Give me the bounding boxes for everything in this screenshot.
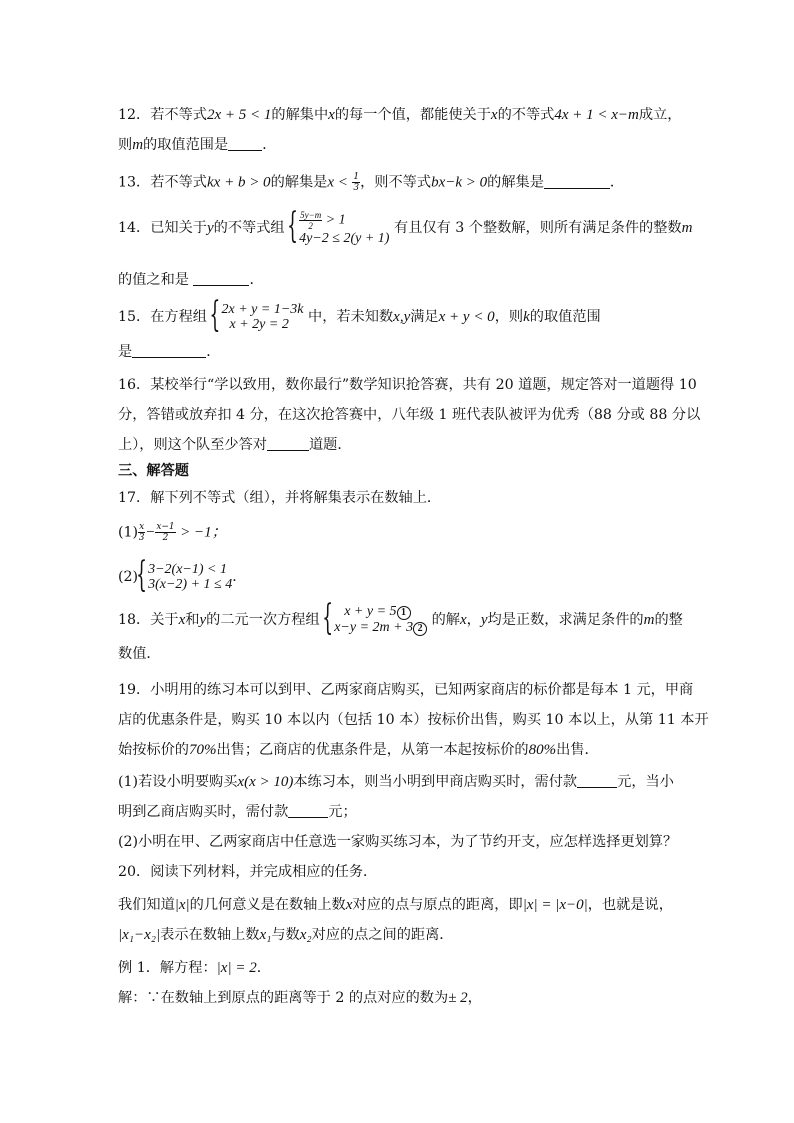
q19-text: (1)若设小明要购买 bbox=[118, 774, 238, 790]
q12-text: 则 bbox=[118, 137, 133, 153]
question-15-line-1 bbox=[118, 302, 601, 332]
q20-math: x₁ bbox=[259, 927, 272, 943]
q18-text: 的解 bbox=[431, 612, 460, 628]
q15-text: 的取值范围 bbox=[529, 309, 601, 325]
fraction-denominator: 3 bbox=[138, 533, 145, 543]
answer-blank[interactable] bbox=[288, 803, 328, 818]
q18-math: x bbox=[178, 612, 186, 628]
q20-text: 解：∵在数轴上到原点的距离等于 2 的点对应的数为 bbox=[118, 990, 449, 1006]
answer-blank[interactable] bbox=[132, 343, 206, 358]
q12-text: 的每一个值，都能使关于 bbox=[334, 107, 491, 123]
q12-text: 成立， bbox=[638, 107, 682, 123]
q18-math: y bbox=[480, 612, 488, 628]
q20-text: 与数 bbox=[271, 927, 300, 943]
q15-math: x,y bbox=[393, 309, 411, 325]
q19-text: 元； bbox=[328, 804, 357, 820]
q20-text: ． bbox=[256, 960, 271, 976]
q12-math: x bbox=[490, 107, 498, 123]
q19-text: 本练习本，则当小明到甲商店购买时，需付款 bbox=[293, 774, 578, 790]
fraction-denominator: 2 bbox=[308, 221, 313, 231]
q15-math: k bbox=[523, 309, 530, 325]
question-19-line-2: 店的优惠条件是，购买 10 本以内（包括 10 本）按标价出售，购买 10 本以上，从第 11 本开 bbox=[118, 712, 709, 728]
question-19-part-2: (2)小明在甲、乙两家商店中任意选一家购买练习本，为了节约开支，应怎样选择更划算？ bbox=[118, 834, 678, 850]
question-17-title: 17．解下列不等式（组），并将解集表示在数轴上． bbox=[118, 490, 442, 506]
question-20-example-1 bbox=[118, 958, 271, 978]
q12-text: ． bbox=[262, 137, 277, 153]
question-17-part-1 bbox=[118, 522, 227, 543]
fraction-numerator: x−1 bbox=[156, 522, 175, 532]
q19-math: 70% bbox=[188, 742, 217, 758]
q18-text: 和 bbox=[185, 612, 200, 628]
question-19-line-1: 19．小明用的练习本可以到甲、乙两家商店购买，已知两家商店的标价都是每本 1 元，甲商 bbox=[118, 682, 694, 698]
system-row-2: x−y = 2m + 3 bbox=[334, 620, 414, 635]
fraction-numerator: 1 bbox=[353, 172, 360, 182]
question-20-line-2 bbox=[118, 925, 453, 945]
question-19-line-3 bbox=[118, 740, 599, 760]
q12-text: 的解集中 bbox=[271, 107, 329, 123]
question-15-line-2 bbox=[118, 342, 220, 362]
q13-math: x < bbox=[327, 174, 348, 191]
answer-blank[interactable] bbox=[193, 271, 249, 286]
fraction-denominator: 2 bbox=[162, 533, 169, 543]
q12-math: m bbox=[132, 137, 144, 153]
q20-text: 表示在数轴上数 bbox=[160, 927, 260, 943]
q12-text: 的取值范围是 bbox=[143, 137, 229, 153]
question-20-line-1 bbox=[118, 895, 673, 915]
q14-text: 14．已知关于 bbox=[118, 220, 207, 236]
question-20-title: 20．阅读下列材料，并完成相应的任务． bbox=[118, 864, 378, 880]
q18-text: 均是正数，求满足条件的 bbox=[487, 612, 644, 628]
fraction-numerator: { 5y−m bbox=[300, 210, 322, 220]
q18-text: 的二元一次方程组 bbox=[206, 612, 320, 628]
q15-text: 15．在方程组 bbox=[118, 309, 207, 325]
part-label: (1) bbox=[118, 524, 139, 541]
q13-text: 的解集是 bbox=[487, 174, 544, 191]
q18-math: y bbox=[199, 612, 207, 628]
q14-math: y bbox=[207, 220, 214, 236]
q13-text: 13．若不等式 bbox=[118, 174, 207, 191]
q20-text: 对应的点之间的距离． bbox=[311, 927, 454, 943]
q20-math: |x| = |x−0| bbox=[522, 897, 588, 913]
q16-text: 上），则这个队至少答对 bbox=[118, 437, 267, 453]
question-16-line-2: 分，答错或放弃扣 4 分，在这次抢答赛中，八年级 1 班代表队被评为优秀（88 分或 88 分以 bbox=[118, 407, 701, 423]
system-row-2: 4y−2 ≤ 2(y + 1) bbox=[299, 231, 390, 246]
section-heading: 三、解答题 bbox=[118, 463, 189, 479]
q17-math: > −1； bbox=[180, 524, 227, 541]
q15-text: 是 bbox=[118, 344, 133, 360]
q19-text: 出售；乙商店的优惠条件是，从第一本起按标价的 bbox=[216, 742, 529, 758]
question-13 bbox=[118, 172, 624, 193]
system-row-1: { 2x + y = 1−3k bbox=[221, 302, 304, 317]
q20-text: 的几何意义是在数轴上数 bbox=[189, 897, 346, 913]
q12-text: 的不等式 bbox=[497, 107, 555, 123]
q14-text: 的值之和是 bbox=[118, 272, 189, 288]
q15-math: x + y < 0 bbox=[438, 309, 495, 325]
q13-text: 的解集是 bbox=[270, 174, 328, 191]
system-row-text: > 1 bbox=[325, 212, 346, 228]
system-row-2: x + 2y = 2 bbox=[229, 317, 289, 332]
q20-math: |x| bbox=[174, 897, 190, 913]
question-14-line-1 bbox=[118, 210, 692, 246]
q15-text: ． bbox=[206, 344, 221, 360]
q13-fraction bbox=[352, 172, 360, 193]
q20-math: |x| = 2 bbox=[216, 960, 257, 976]
q20-math: x bbox=[345, 897, 353, 913]
question-16-line-1: 16．某校举行“学以致用，数你最行”数学知识抢答赛，共有 20 道题，规定答对一道题得 10 bbox=[118, 377, 697, 393]
q20-text: 我们知道 bbox=[118, 897, 175, 913]
q12-math: 2x + 5 < 1 bbox=[207, 107, 272, 123]
question-19-part-1-line-2 bbox=[118, 802, 357, 822]
q12-math: 4x + 1 < x−m bbox=[554, 107, 639, 123]
question-17-part-2 bbox=[118, 562, 246, 592]
q19-math: x(x > 10) bbox=[237, 774, 294, 790]
q20-text: ， bbox=[467, 990, 482, 1006]
q18-text: 的整 bbox=[654, 612, 683, 628]
q20-text: 例 1．解方程： bbox=[118, 960, 217, 976]
q19-text: 出售． bbox=[556, 742, 599, 758]
answer-blank[interactable] bbox=[544, 174, 610, 189]
q12-text: 12．若不等式 bbox=[118, 107, 207, 123]
q17-inequality-system bbox=[138, 562, 232, 592]
q18-math: m bbox=[643, 612, 655, 628]
system-row-2: 3(x−2) + 1 ≤ 4 bbox=[148, 577, 233, 592]
q13-text: ，则不等式 bbox=[360, 174, 432, 191]
q14-text: 有且仅有 3 个整数解，则所有满足条件的整数 bbox=[394, 220, 682, 236]
question-18-line-2: 数值． bbox=[118, 646, 161, 662]
question-12-line-2 bbox=[118, 135, 276, 155]
question-12-line-1 bbox=[118, 105, 681, 125]
question-19-part-1-line-1 bbox=[118, 772, 674, 792]
q19-text: 始按标价的 bbox=[118, 742, 189, 758]
q20-math: x₂ bbox=[299, 927, 312, 943]
system-row-1 bbox=[299, 210, 389, 231]
system-row-1: x + y = 5 bbox=[344, 604, 397, 619]
q20-text: ，也就是说， bbox=[587, 897, 673, 913]
q20-text: 对应的点与原点的距离，即 bbox=[352, 897, 523, 913]
q20-math: ± 2 bbox=[448, 990, 468, 1006]
question-14-line-2 bbox=[118, 270, 264, 290]
q19-text: 元，当小 bbox=[617, 774, 674, 790]
q18-math: x bbox=[460, 612, 467, 628]
q18-equation-system bbox=[324, 604, 427, 636]
q13-text: ． bbox=[609, 174, 625, 191]
q14-text: 的不等式组 bbox=[213, 220, 285, 236]
fraction-denominator: 3 bbox=[353, 183, 360, 193]
q18-text: 18．关于 bbox=[118, 612, 179, 628]
system-row-1: { 3−2(x−1) < 1 bbox=[148, 562, 227, 577]
q20-math: |x₁−x₂| bbox=[118, 927, 161, 943]
q16-text: 道题． bbox=[308, 437, 352, 453]
q19-text: 明到乙商店购买时，需付款 bbox=[118, 804, 289, 820]
q14-math: m bbox=[681, 220, 693, 236]
circled-number: 1 bbox=[397, 606, 411, 620]
q13-math: kx + b > 0 bbox=[207, 174, 271, 191]
q12-math: x bbox=[328, 107, 335, 123]
q15-text: 中，若未知数 bbox=[308, 309, 394, 325]
q15-text: 满足 bbox=[410, 309, 439, 325]
circled-number: 2 bbox=[413, 622, 427, 636]
q13-math: bx−k > 0 bbox=[431, 174, 488, 191]
q14-text: ． bbox=[249, 272, 264, 288]
answer-blank[interactable] bbox=[228, 136, 262, 151]
q17-text: ． bbox=[232, 569, 247, 585]
question-18-line-1 bbox=[118, 604, 683, 636]
q15-text: ，则 bbox=[494, 309, 524, 325]
q18-text: ， bbox=[466, 612, 481, 628]
q17-math: − bbox=[145, 524, 156, 541]
q15-equation-system bbox=[212, 302, 304, 332]
answer-blank[interactable] bbox=[267, 436, 309, 451]
fraction-numerator: x bbox=[139, 522, 145, 532]
q19-math: 80% bbox=[528, 742, 557, 758]
question-16-line-3 bbox=[118, 435, 352, 455]
answer-blank[interactable] bbox=[577, 773, 617, 788]
question-20-solution bbox=[118, 988, 482, 1008]
part-label: (2) bbox=[118, 569, 139, 585]
q14-inequality-system bbox=[289, 210, 389, 246]
